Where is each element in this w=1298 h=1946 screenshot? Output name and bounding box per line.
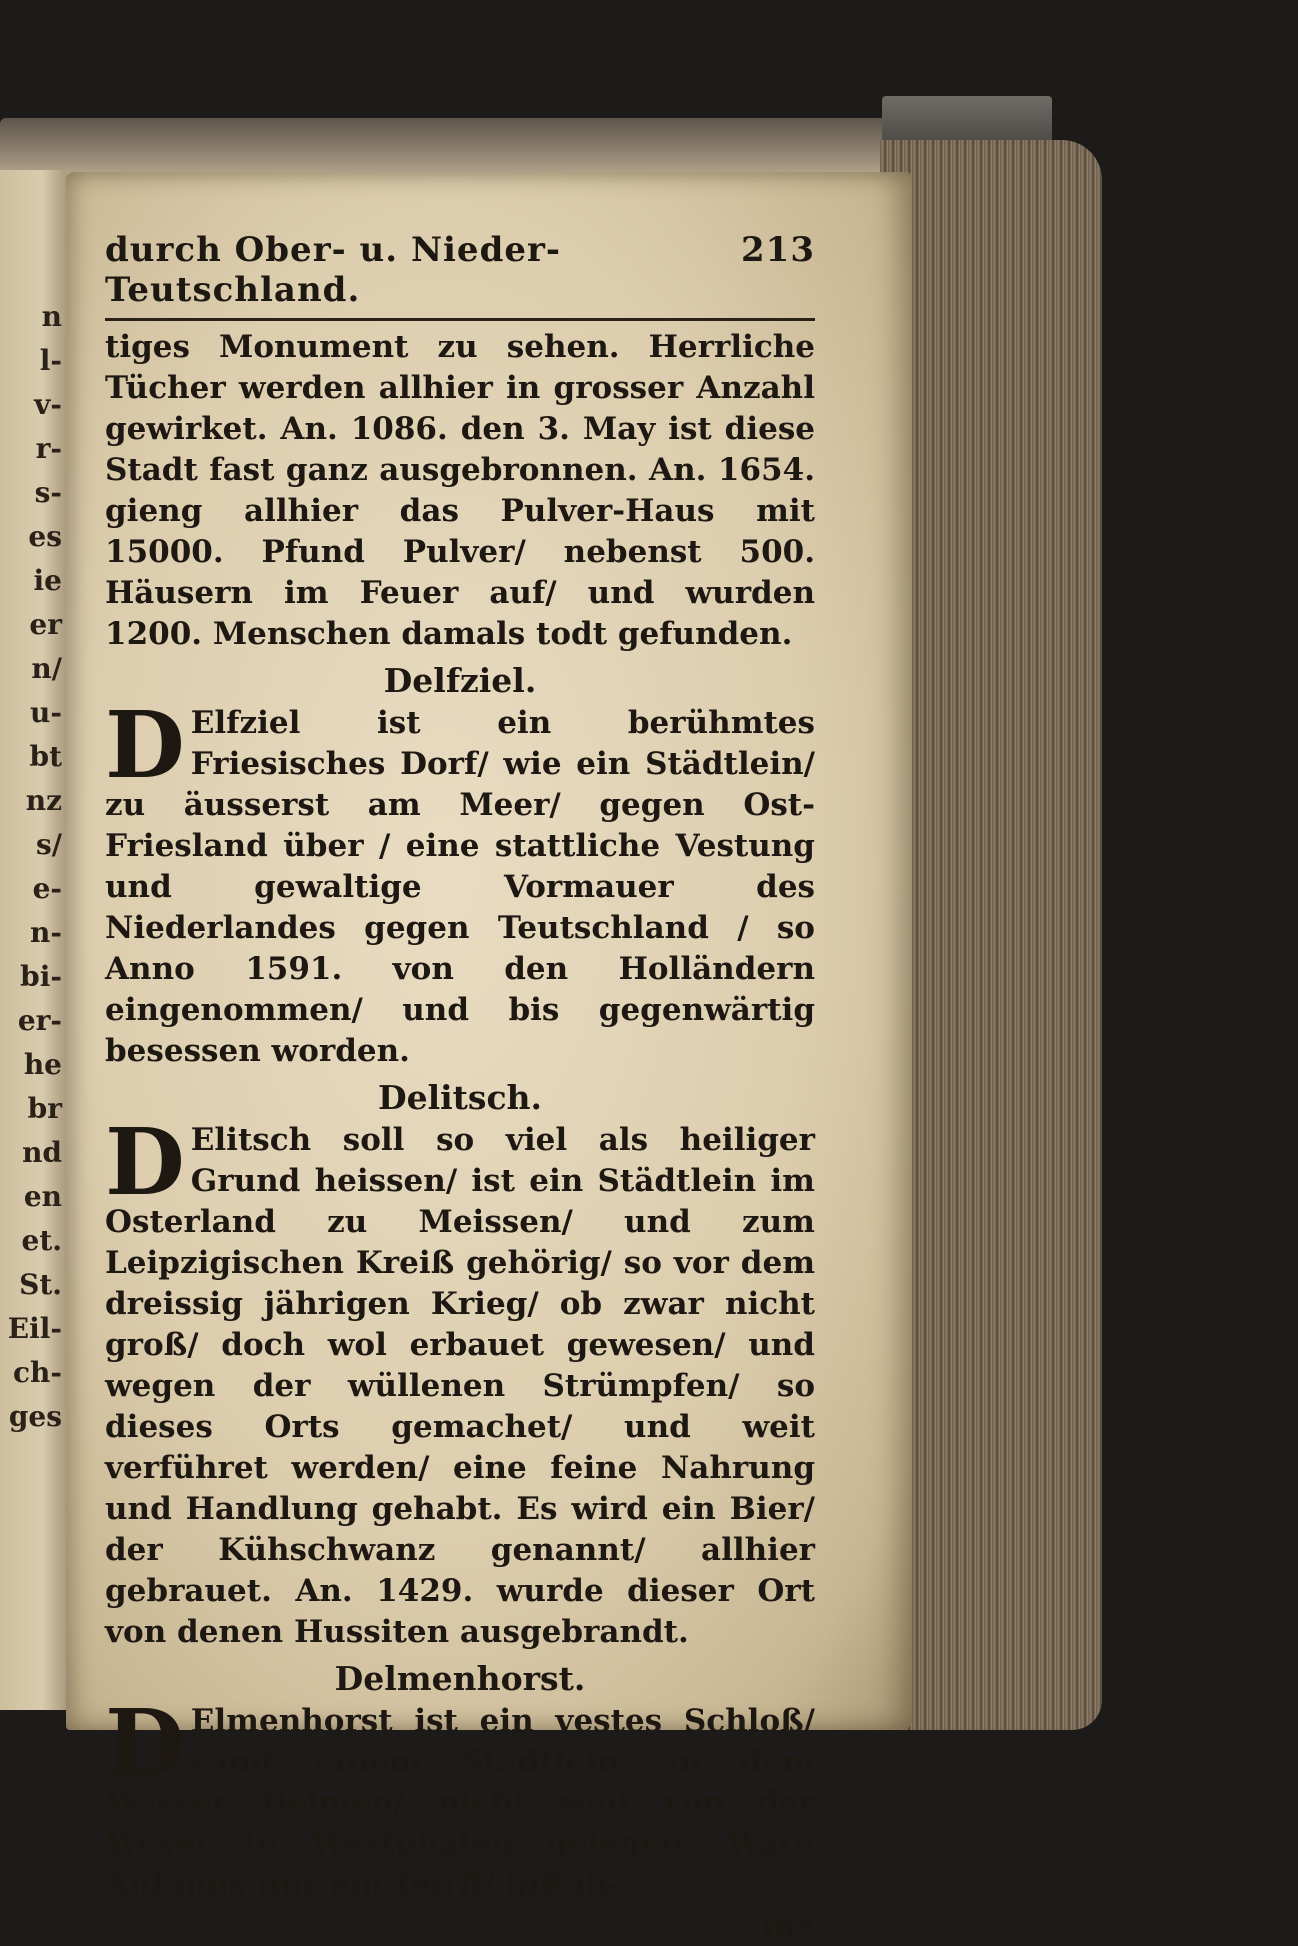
left-page-fragment: n-: [30, 916, 62, 949]
left-page-fragment: Eil-: [7, 1312, 62, 1345]
entry-delmenhorst: [105, 1657, 815, 1906]
running-title: durch Ober- u. Nieder-Teutschland.: [105, 230, 561, 310]
left-page-fragment: l-: [39, 344, 62, 377]
left-page-fragment: en: [23, 1180, 62, 1213]
drop-capital: D: [105, 1108, 185, 1216]
page-block-edges: [880, 140, 1102, 1730]
left-page-edge: [0, 170, 70, 1710]
left-page-fragment: e-: [32, 872, 62, 905]
drop-capital: D: [105, 691, 185, 799]
entry-text: Elitsch soll so viel als heiliger Grund heissen/ ist ein Städtlein im Osterland zu Meissen/ und zum Leipzigischen Kreiß gehörig/ so vor dem dreissig jährigen Krieg/ ob zwar nicht groß/ doch wol erbauet gewesen/ und wegen der wüllenen Strümpfen/ so dieses Orts gemachet/ und weit verführet werden/ eine feine Nahrung und Handlung gehabt. Es wird ein Bier/ der Kühschwanz genannt/ allhier gebrauet. An. 1429. wurde dieser Ort von denen Hussiten ausgebrandt.: [105, 1122, 815, 1650]
left-page-fragment: nd: [22, 1136, 62, 1169]
entry-body: [105, 691, 815, 1072]
left-page-fragment: u-: [30, 696, 62, 729]
page-number: 213: [741, 230, 815, 270]
entry-text: Elmenhorst ist ein vestes Schloß/ samt einem Städtlein an dem Wasser Delmen/ nicht weit von der Weser in Westphalen gelegen. Ware Anfangs nur ein Dorff/ biß ih-: [105, 1703, 815, 1903]
entry-delfziel: [105, 659, 815, 1072]
left-page-fragment: er: [29, 608, 62, 641]
left-page-fragment: nz: [25, 784, 62, 817]
left-page-fragment: er-: [17, 1004, 62, 1037]
left-page-fragment: he: [23, 1048, 62, 1081]
page-text: [105, 230, 815, 1946]
left-page-fragment: ges: [8, 1400, 62, 1433]
left-page-fragment: n/: [31, 652, 62, 685]
running-header: [105, 230, 815, 321]
left-page-fragment: bt: [29, 740, 62, 773]
left-page-fragment: br: [27, 1092, 62, 1125]
catchword: me: [762, 1908, 815, 1944]
entry-title: Delfziel.: [383, 661, 537, 700]
left-page-fragment: n: [41, 300, 62, 333]
left-page-fragment: St.: [19, 1268, 62, 1301]
left-page-fragment: s-: [34, 476, 62, 509]
left-page-fragment: v-: [34, 388, 62, 421]
left-page-fragment: et.: [21, 1224, 62, 1257]
left-page-fragment: r-: [35, 432, 62, 465]
left-page-fragment: ie: [33, 564, 62, 597]
entry-delitsch: [105, 1076, 815, 1653]
opening-paragraph: tiges Monument zu sehen. Herrliche Tücher werden allhier in grosser Anzahl gewirket. An. 1086. den 3. May ist diese Stadt fast ganz ausgebronnen. An. 1654. gieng allhier das Pulver-Haus mit 15000. Pfund Pulver/ nebenst 500. Häusern im Feuer auf/ und wurden 1200. Menschen damals todt gefunden.: [105, 329, 815, 652]
entry-body: [105, 1108, 815, 1653]
left-page-fragment: ch-: [12, 1356, 62, 1389]
entry-body: [105, 1689, 815, 1906]
entry-text: Elfziel ist ein berühmtes Friesisches Dorf/ wie ein Städtlein/ zu äusserst am Meer/ gegen Ost-Friesland über / eine stattliche Vestung und gewaltige Vormauer des Niederlandes gegen Teutschland / so Anno 1591. von den Holländern eingenommen/ und bis gegenwärtig besessen worden.: [105, 705, 815, 1069]
left-page-fragment: es: [28, 520, 62, 553]
entry-title: Delmenhorst.: [334, 1659, 586, 1698]
left-page-fragment: bi-: [20, 960, 62, 993]
left-page-fragment: s/: [36, 828, 62, 861]
drop-capital: D: [105, 1689, 185, 1797]
entry-title: Delitsch.: [377, 1078, 543, 1117]
